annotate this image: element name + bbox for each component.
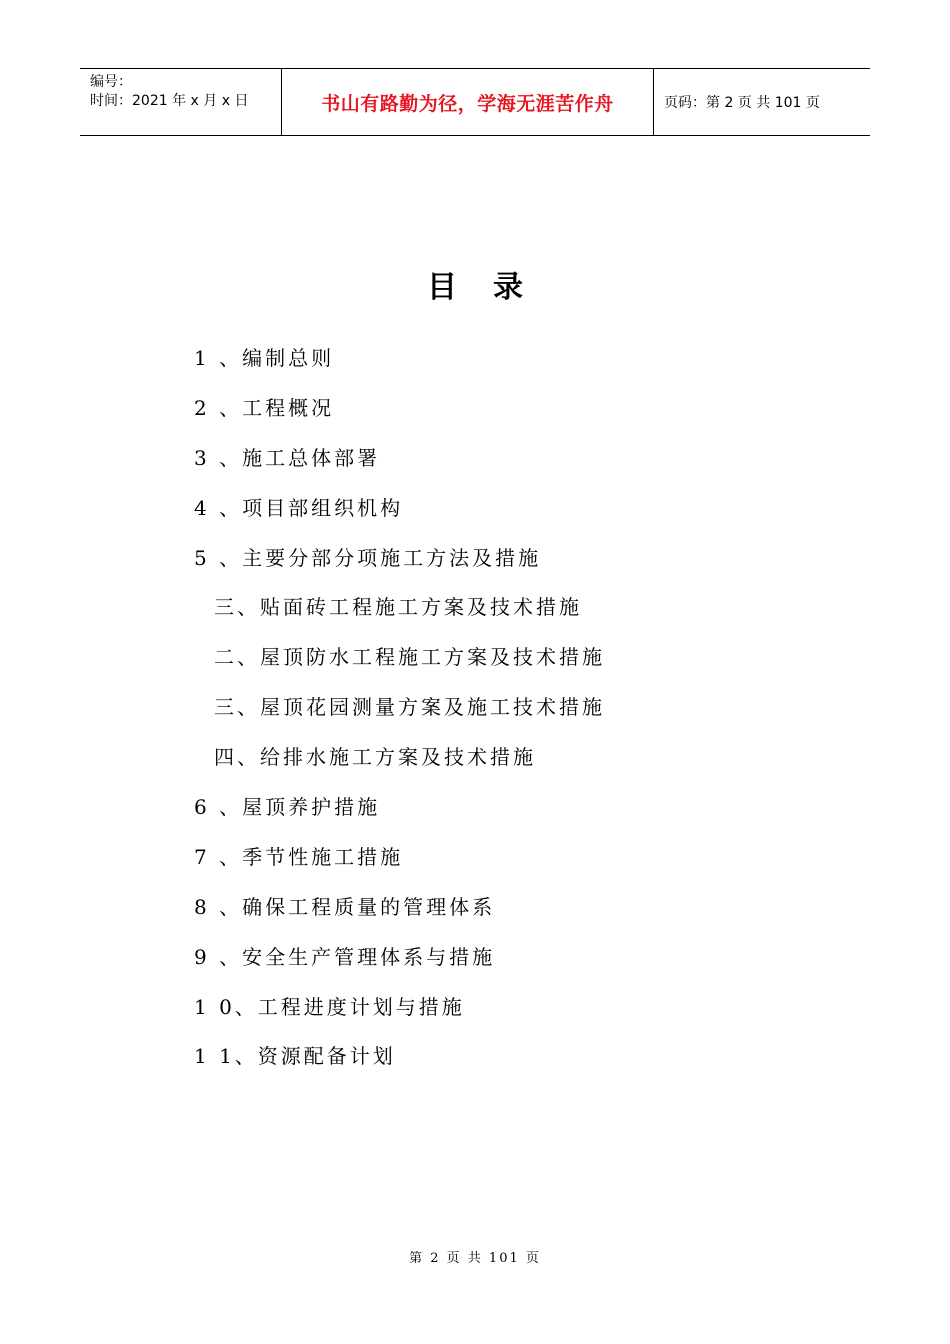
toc-subitem: 三、贴面砖工程施工方案及技术措施 [214, 595, 582, 620]
toc-item: 9 、安全生产管理体系与措施 [194, 944, 496, 969]
toc-item: 5 、主要分部分项施工方法及措施 [194, 545, 542, 570]
toc-item: 8 、确保工程质量的管理体系 [194, 894, 496, 919]
toc-item: 1 1、资源配备计划 [194, 1044, 396, 1069]
toc-subitem: 二、屋顶防水工程施工方案及技术措施 [214, 645, 605, 670]
document-number-label: 编号： [90, 74, 132, 90]
toc-subitem: 三、屋顶花园测量方案及施工技术措施 [214, 695, 605, 720]
document-date: 时间：2021 年 x 月 x 日 [90, 93, 249, 109]
toc-item: 7 、季节性施工措施 [194, 844, 404, 869]
toc-item: 1 0、工程进度计划与措施 [194, 994, 465, 1019]
toc-item: 2 、工程概况 [194, 395, 335, 420]
toc-item: 6 、屋顶养护措施 [194, 795, 381, 820]
document-header [80, 68, 870, 136]
toc-item: 1 、编制总则 [194, 346, 335, 370]
page-title: 目录 [427, 270, 559, 305]
toc-subitem: 四、给排水施工方案及技术措施 [214, 745, 536, 770]
header-meta [80, 69, 282, 135]
page-footer: 第 2 页 共 101 页 [409, 1251, 541, 1266]
toc-item: 3 、施工总体部署 [194, 445, 381, 470]
toc-item: 4 、项目部组织机构 [194, 495, 404, 520]
header-page-info: 页码：第 2 页 共 101 页 [664, 95, 820, 111]
header-motto: 书山有路勤为径，学海无涯苦作舟 [282, 69, 654, 135]
table-of-contents [194, 343, 605, 1091]
